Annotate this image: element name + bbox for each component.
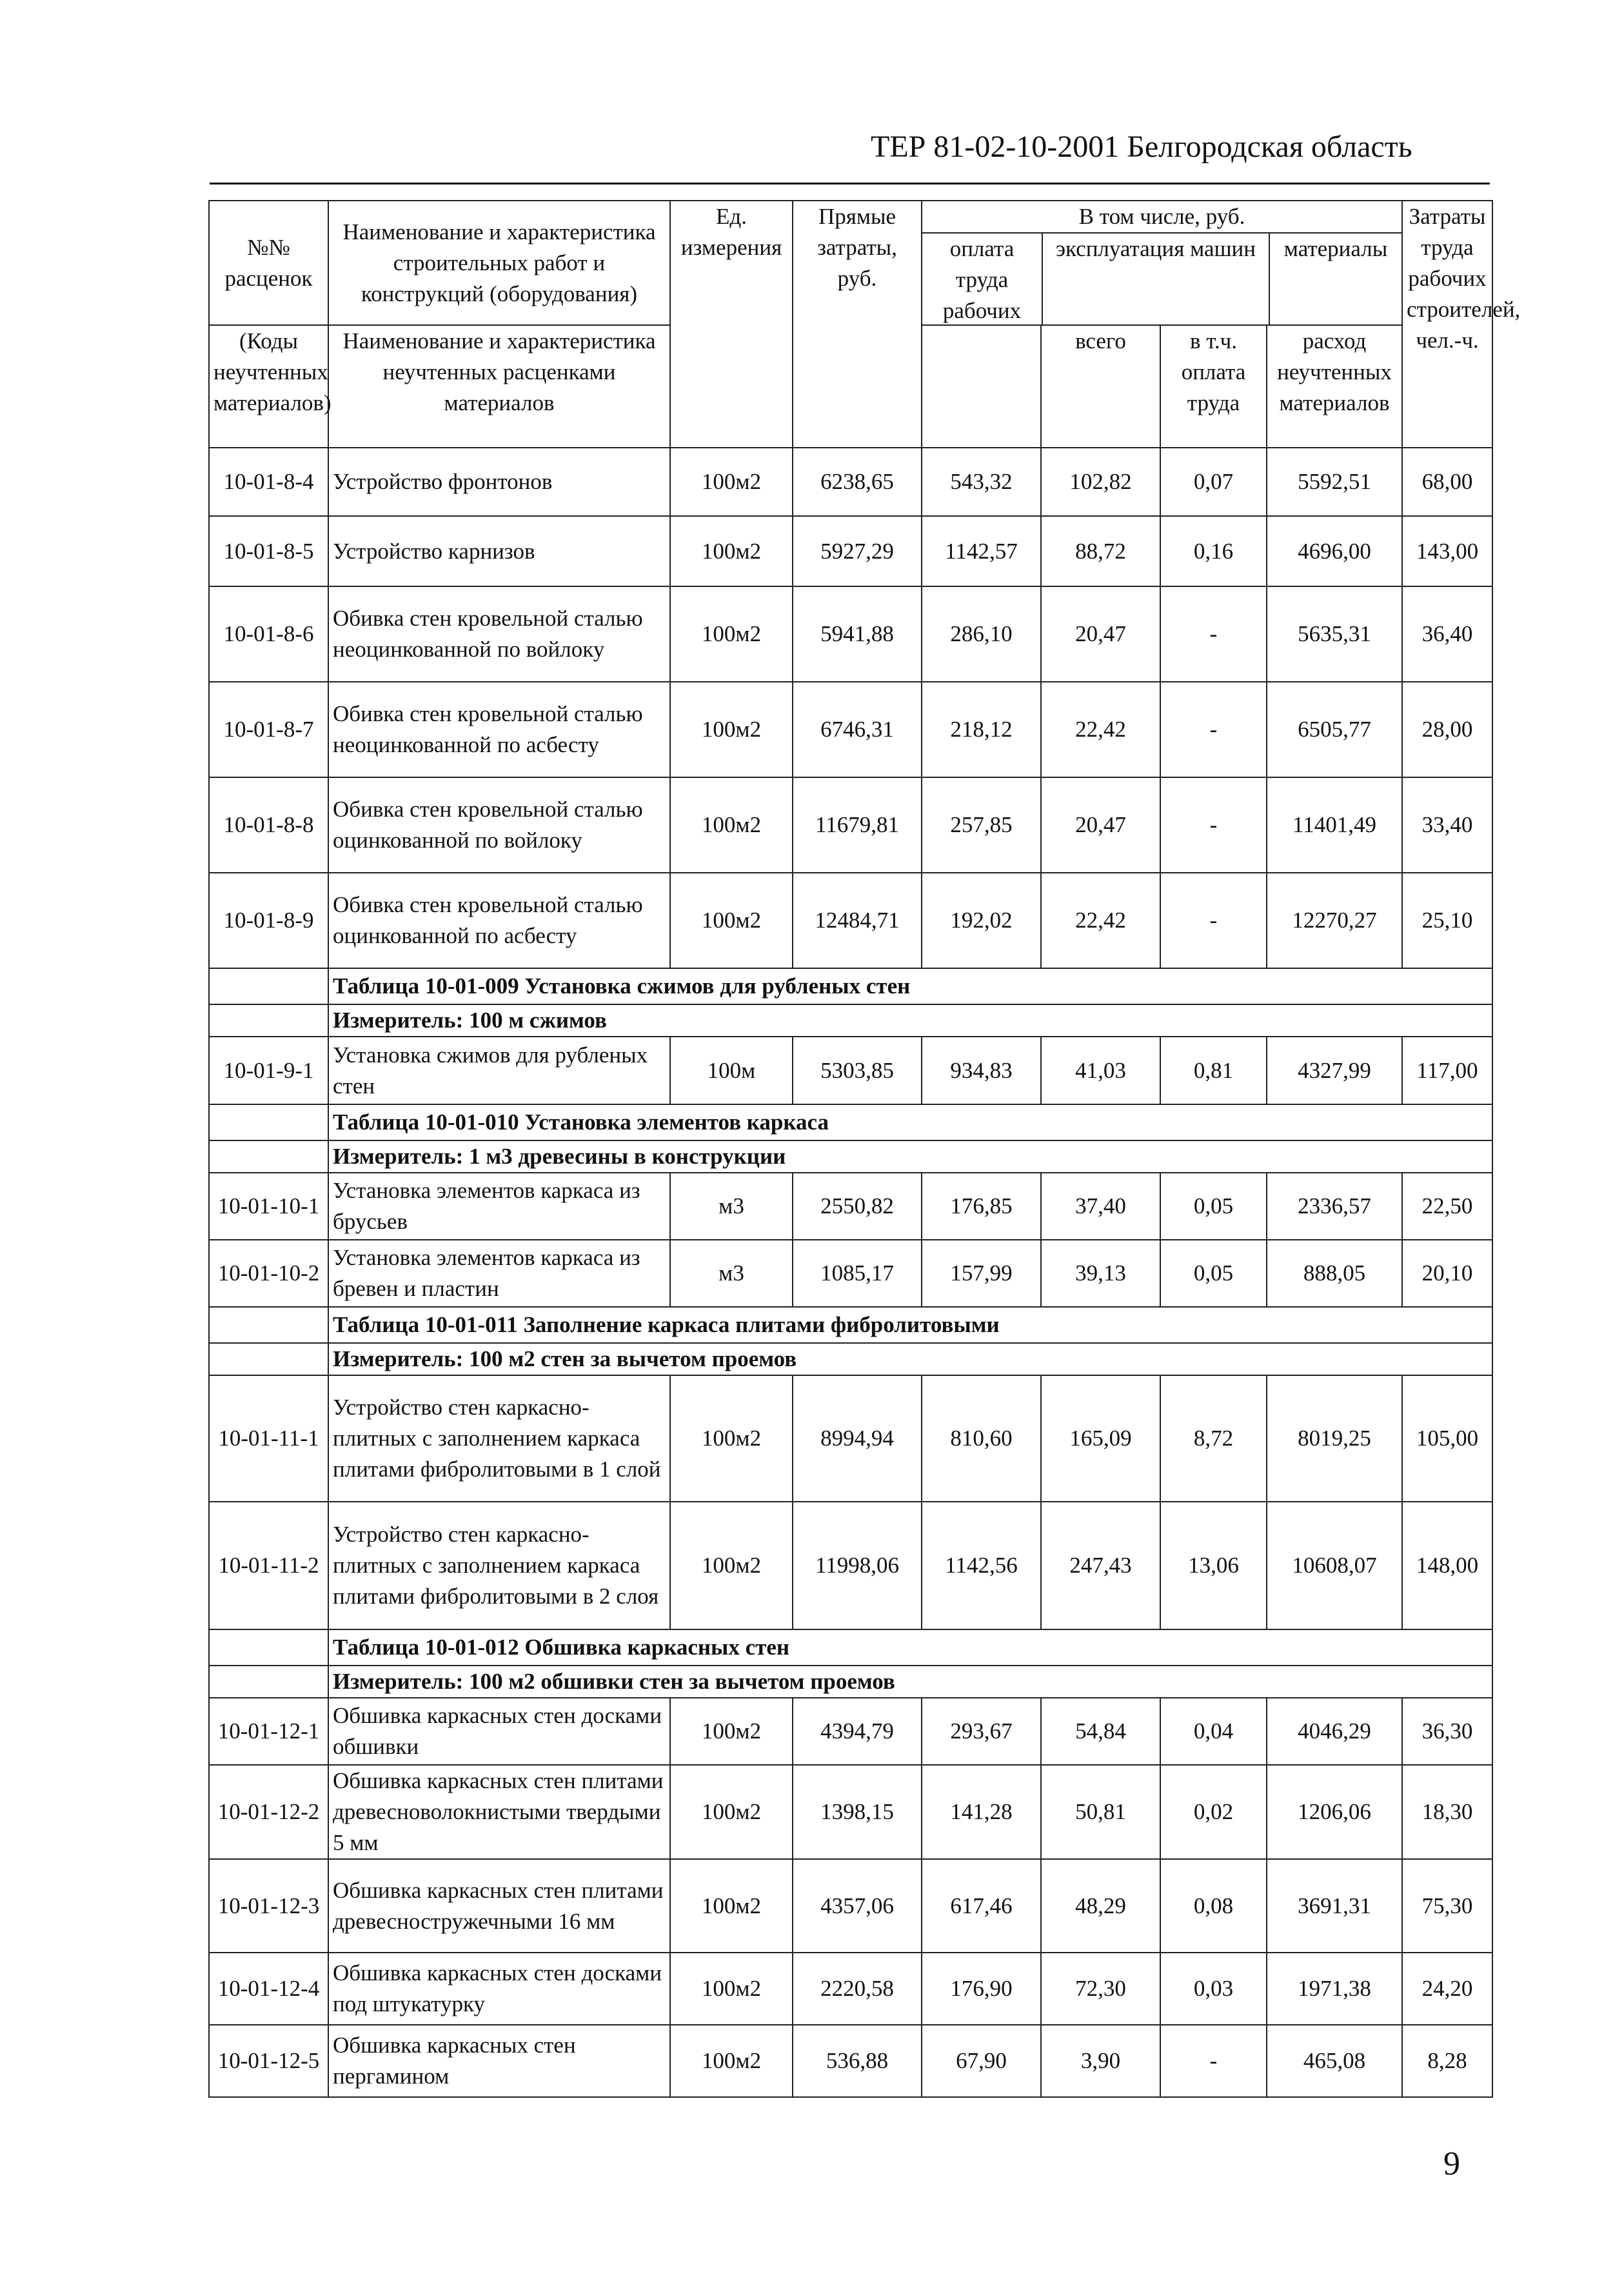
rate-direct-cost: 12484,71 bbox=[793, 873, 922, 968]
rate-materials: 11401,49 bbox=[1267, 777, 1402, 873]
table-row bbox=[209, 1375, 1492, 1502]
header-rule bbox=[210, 183, 1490, 184]
rate-direct-cost: 11998,06 bbox=[793, 1502, 922, 1629]
rate-direct-cost: 5303,85 bbox=[793, 1037, 922, 1104]
rate-name: Устройство фронтонов bbox=[328, 448, 670, 516]
col-header-mach-pay: в т.ч. оплата труда bbox=[1160, 325, 1267, 448]
section-title: Таблица 10-01-010 Установка элементов каркаса bbox=[328, 1104, 1492, 1140]
section-measure-spacer bbox=[209, 1666, 328, 1698]
rate-machine-total: 20,47 bbox=[1041, 586, 1160, 682]
rate-machine-total: 41,03 bbox=[1041, 1037, 1160, 1104]
section-title-spacer bbox=[209, 968, 328, 1004]
rate-labor-cost: 143,00 bbox=[1402, 516, 1492, 586]
table-row bbox=[209, 777, 1492, 873]
table-row bbox=[209, 1859, 1492, 1953]
rate-machine-total: 88,72 bbox=[1041, 516, 1160, 586]
rate-labor-pay: 934,83 bbox=[922, 1037, 1041, 1104]
rate-name: Обивка стен кровельной сталью оцинкованной по асбесту bbox=[328, 873, 670, 968]
rate-machine-pay: 0,16 bbox=[1160, 516, 1267, 586]
table-row bbox=[209, 586, 1492, 682]
section-measure: Измеритель: 1 м3 древесины в конструкции bbox=[328, 1140, 1492, 1173]
section-title-spacer bbox=[209, 1307, 328, 1343]
col-header-unit: Ед. измерения bbox=[670, 201, 793, 448]
rate-machine-pay: 0,05 bbox=[1160, 1240, 1267, 1307]
rate-labor-cost: 117,00 bbox=[1402, 1037, 1492, 1104]
rate-code: 10-01-8-9 bbox=[209, 873, 328, 968]
rate-labor-pay: 1142,56 bbox=[922, 1502, 1041, 1629]
rate-machine-pay: 8,72 bbox=[1160, 1375, 1267, 1502]
rate-code: 10-01-11-1 bbox=[209, 1375, 328, 1502]
rate-machine-pay: 13,06 bbox=[1160, 1502, 1267, 1629]
rate-code: 10-01-10-1 bbox=[209, 1173, 328, 1240]
page-number: 9 bbox=[1443, 2145, 1460, 2182]
rate-labor-cost: 68,00 bbox=[1402, 448, 1492, 516]
rate-direct-cost: 536,88 bbox=[793, 2025, 922, 2097]
section-title: Таблица 10-01-009 Установка сжимов для рубленых стен bbox=[328, 968, 1492, 1004]
section-title: Таблица 10-01-012 Обшивка каркасных стен bbox=[328, 1629, 1492, 1666]
rate-machine-total: 102,82 bbox=[1041, 448, 1160, 516]
rate-machine-total: 48,29 bbox=[1041, 1859, 1160, 1953]
rate-materials: 1971,38 bbox=[1267, 1953, 1402, 2025]
rate-direct-cost: 6746,31 bbox=[793, 682, 922, 777]
rate-code: 10-01-8-6 bbox=[209, 586, 328, 682]
rate-direct-cost: 1398,15 bbox=[793, 1765, 922, 1859]
rate-machine-pay: 0,05 bbox=[1160, 1173, 1267, 1240]
rate-labor-pay: 141,28 bbox=[922, 1765, 1041, 1859]
col-header-incl: В том числе, руб. bbox=[922, 201, 1401, 234]
rate-labor-pay: 257,85 bbox=[922, 777, 1041, 873]
rate-direct-cost: 2550,82 bbox=[793, 1173, 922, 1240]
rate-machine-pay: 0,04 bbox=[1160, 1698, 1267, 1765]
rate-materials: 4696,00 bbox=[1267, 516, 1402, 586]
rate-labor-cost: 28,00 bbox=[1402, 682, 1492, 777]
section-title-row bbox=[209, 968, 1492, 1004]
col-header-materials: материалы bbox=[1283, 236, 1388, 261]
col-header-machines: эксплуатация машин bbox=[1043, 234, 1270, 324]
rate-direct-cost: 4394,79 bbox=[793, 1698, 922, 1765]
rate-materials: 4327,99 bbox=[1267, 1037, 1402, 1104]
rate-labor-pay: 1142,57 bbox=[922, 516, 1041, 586]
rate-machine-pay: 0,02 bbox=[1160, 1765, 1267, 1859]
rate-labor-cost: 18,30 bbox=[1402, 1765, 1492, 1859]
rate-materials: 888,05 bbox=[1267, 1240, 1402, 1307]
rate-machine-pay: 0,07 bbox=[1160, 448, 1267, 516]
table-row bbox=[209, 2025, 1492, 2097]
table-row bbox=[209, 682, 1492, 777]
col-header-labor-pay: оплата труда рабочих bbox=[922, 234, 1043, 324]
table-row bbox=[209, 1173, 1492, 1240]
section-measure-spacer bbox=[209, 1140, 328, 1173]
section-measure-row bbox=[209, 1343, 1492, 1375]
rate-direct-cost: 2220,58 bbox=[793, 1953, 922, 2025]
section-measure-spacer bbox=[209, 1004, 328, 1037]
rate-labor-cost: 105,00 bbox=[1402, 1375, 1492, 1502]
section-title-spacer bbox=[209, 1104, 328, 1140]
section-title-row bbox=[209, 1307, 1492, 1343]
col-header-code: №№ расценок bbox=[209, 201, 328, 325]
section-measure: Измеритель: 100 м2 стен за вычетом проемов bbox=[328, 1343, 1492, 1375]
rate-machine-total: 3,90 bbox=[1041, 2025, 1160, 2097]
rate-unit: м3 bbox=[670, 1173, 793, 1240]
rate-direct-cost: 5927,29 bbox=[793, 516, 922, 586]
rate-name: Обивка стен кровельной сталью неоцинкованной по войлоку bbox=[328, 586, 670, 682]
rate-code: 10-01-8-4 bbox=[209, 448, 328, 516]
table-row bbox=[209, 1953, 1492, 2025]
section-title-spacer bbox=[209, 1629, 328, 1666]
table-row bbox=[209, 1698, 1492, 1765]
rate-name: Обшивка каркасных стен плитами древесноволокнистыми твердыми 5 мм bbox=[328, 1765, 670, 1859]
rate-materials: 4046,29 bbox=[1267, 1698, 1402, 1765]
section-measure-row bbox=[209, 1004, 1492, 1037]
rate-machine-total: 72,30 bbox=[1041, 1953, 1160, 2025]
rate-machine-total: 22,42 bbox=[1041, 873, 1160, 968]
rate-labor-pay: 543,32 bbox=[922, 448, 1041, 516]
rate-name: Установка элементов каркаса из бревен и пластин bbox=[328, 1240, 670, 1307]
rate-name: Обивка стен кровельной сталью оцинкованной по войлоку bbox=[328, 777, 670, 873]
section-measure-row bbox=[209, 1140, 1492, 1173]
rate-machine-total: 20,47 bbox=[1041, 777, 1160, 873]
rate-direct-cost: 11679,81 bbox=[793, 777, 922, 873]
rate-code: 10-01-10-2 bbox=[209, 1240, 328, 1307]
rate-materials: 2336,57 bbox=[1267, 1173, 1402, 1240]
rate-name: Обшивка каркасных стен плитами древесностружечными 16 мм bbox=[328, 1859, 670, 1953]
rate-machine-total: 37,40 bbox=[1041, 1173, 1160, 1240]
rate-code: 10-01-8-8 bbox=[209, 777, 328, 873]
rate-name: Установка элементов каркаса из брусьев bbox=[328, 1173, 670, 1240]
page-header-title: ТЕР 81-02-10-2001 Белгородская область bbox=[871, 130, 1412, 164]
rate-machine-pay: - bbox=[1160, 682, 1267, 777]
rate-materials: 8019,25 bbox=[1267, 1375, 1402, 1502]
rate-name: Обшивка каркасных стен пергамином bbox=[328, 2025, 670, 2097]
col-header-name: Наименование и характеристика строительных работ и конструкций (оборудования) bbox=[328, 201, 670, 325]
rate-machine-pay: 0,08 bbox=[1160, 1859, 1267, 1953]
rate-unit: 100м2 bbox=[670, 516, 793, 586]
rate-labor-cost: 36,30 bbox=[1402, 1698, 1492, 1765]
rate-labor-cost: 148,00 bbox=[1402, 1502, 1492, 1629]
rate-labor-pay: 293,67 bbox=[922, 1698, 1041, 1765]
rate-machine-total: 54,84 bbox=[1041, 1698, 1160, 1765]
rates-table bbox=[208, 200, 1521, 2098]
rate-unit: 100м2 bbox=[670, 1859, 793, 1953]
section-title: Таблица 10-01-011 Заполнение каркаса плитами фибролитовыми bbox=[328, 1307, 1492, 1343]
rate-direct-cost: 4357,06 bbox=[793, 1859, 922, 1953]
rate-unit: 100м2 bbox=[670, 1698, 793, 1765]
rate-name: Установка сжимов для рубленых стен bbox=[328, 1037, 670, 1104]
table-row bbox=[209, 1240, 1492, 1307]
rate-labor-cost: 33,40 bbox=[1402, 777, 1492, 873]
rate-labor-pay: 810,60 bbox=[922, 1375, 1041, 1502]
rate-labor-cost: 20,10 bbox=[1402, 1240, 1492, 1307]
section-title-row bbox=[209, 1629, 1492, 1666]
col-header-name-unaccounted: Наименование и характеристика неучтенных расценками материалов bbox=[328, 325, 670, 448]
rate-machine-total: 50,81 bbox=[1041, 1765, 1160, 1859]
rate-name: Устройство стен каркасно-плитных с заполнением каркаса плитами фибролитовыми в 1 слой bbox=[328, 1375, 670, 1502]
rate-code: 10-01-12-5 bbox=[209, 2025, 328, 2097]
rate-direct-cost: 5941,88 bbox=[793, 586, 922, 682]
rate-unit: 100м2 bbox=[670, 777, 793, 873]
rate-labor-pay: 67,90 bbox=[922, 2025, 1041, 2097]
rate-labor-cost: 8,28 bbox=[1402, 2025, 1492, 2097]
rate-labor-cost: 25,10 bbox=[1402, 873, 1492, 968]
section-title-row bbox=[209, 1104, 1492, 1140]
rate-name: Обивка стен кровельной сталью неоцинкованной по асбесту bbox=[328, 682, 670, 777]
rate-code: 10-01-11-2 bbox=[209, 1502, 328, 1629]
rate-code: 10-01-8-7 bbox=[209, 682, 328, 777]
section-measure: Измеритель: 100 м сжимов bbox=[328, 1004, 1492, 1037]
rate-direct-cost: 1085,17 bbox=[793, 1240, 922, 1307]
section-measure: Измеритель: 100 м2 обшивки стен за вычетом проемов bbox=[328, 1666, 1492, 1698]
rate-name: Устройство стен каркасно-плитных с заполнением каркаса плитами фибролитовыми в 2 слоя bbox=[328, 1502, 670, 1629]
rate-labor-cost: 24,20 bbox=[1402, 1953, 1492, 2025]
rate-unit: 100м2 bbox=[670, 1375, 793, 1502]
section-measure-spacer bbox=[209, 1343, 328, 1375]
rate-name: Устройство карнизов bbox=[328, 516, 670, 586]
rate-name: Обшивка каркасных стен досками под штукатурку bbox=[328, 1953, 670, 2025]
rate-machine-total: 39,13 bbox=[1041, 1240, 1160, 1307]
rate-labor-cost: 36,40 bbox=[1402, 586, 1492, 682]
rate-machine-total: 22,42 bbox=[1041, 682, 1160, 777]
rate-labor-pay: 176,85 bbox=[922, 1173, 1041, 1240]
rate-machine-pay: - bbox=[1160, 2025, 1267, 2097]
table-row bbox=[209, 516, 1492, 586]
rate-materials: 1206,06 bbox=[1267, 1765, 1402, 1859]
table-row bbox=[209, 1765, 1492, 1859]
rate-unit: 100м2 bbox=[670, 1502, 793, 1629]
rate-labor-pay: 176,90 bbox=[922, 1953, 1041, 2025]
rate-labor-cost: 75,30 bbox=[1402, 1859, 1492, 1953]
rate-labor-pay: 617,46 bbox=[922, 1859, 1041, 1953]
rate-unit: 100м2 bbox=[670, 1953, 793, 2025]
rate-labor-pay: 157,99 bbox=[922, 1240, 1041, 1307]
table-row bbox=[209, 448, 1492, 516]
rate-materials: 3691,31 bbox=[1267, 1859, 1402, 1953]
rate-machine-pay: - bbox=[1160, 777, 1267, 873]
rate-unit: 100м2 bbox=[670, 2025, 793, 2097]
section-measure-row bbox=[209, 1666, 1492, 1698]
col-header-labor-cost: Затраты труда рабочих строителей, чел.-ч. bbox=[1402, 201, 1492, 448]
table-row bbox=[209, 1037, 1492, 1104]
col-header-code-unaccounted: (Коды неучтенных материалов) bbox=[209, 325, 328, 448]
rate-materials: 5592,51 bbox=[1267, 448, 1402, 516]
rate-labor-cost: 22,50 bbox=[1402, 1173, 1492, 1240]
rate-unit: м3 bbox=[670, 1240, 793, 1307]
col-header-mach-total: всего bbox=[1041, 325, 1160, 448]
rate-code: 10-01-9-1 bbox=[209, 1037, 328, 1104]
rate-code: 10-01-12-3 bbox=[209, 1859, 328, 1953]
table-row bbox=[209, 1502, 1492, 1629]
rate-machine-total: 165,09 bbox=[1041, 1375, 1160, 1502]
rate-materials: 5635,31 bbox=[1267, 586, 1402, 682]
rate-code: 10-01-12-1 bbox=[209, 1698, 328, 1765]
rate-labor-pay: 192,02 bbox=[922, 873, 1041, 968]
rate-machine-pay: 0,03 bbox=[1160, 1953, 1267, 2025]
table-row bbox=[209, 873, 1492, 968]
rate-machine-pay: - bbox=[1160, 586, 1267, 682]
rate-unit: 100м2 bbox=[670, 586, 793, 682]
rate-unit: 100м2 bbox=[670, 1765, 793, 1859]
rate-machine-pay: 0,81 bbox=[1160, 1037, 1267, 1104]
rate-unit: 100м2 bbox=[670, 682, 793, 777]
rate-materials: 10608,07 bbox=[1267, 1502, 1402, 1629]
rate-unit: 100м2 bbox=[670, 873, 793, 968]
rate-unit: 100м bbox=[670, 1037, 793, 1104]
col-header-direct: Прямые затраты, руб. bbox=[793, 201, 922, 448]
rate-materials: 465,08 bbox=[1267, 2025, 1402, 2097]
rate-materials: 6505,77 bbox=[1267, 682, 1402, 777]
rate-direct-cost: 8994,94 bbox=[793, 1375, 922, 1502]
rate-machine-pay: - bbox=[1160, 873, 1267, 968]
rate-code: 10-01-12-4 bbox=[209, 1953, 328, 2025]
rate-code: 10-01-12-2 bbox=[209, 1765, 328, 1859]
rate-direct-cost: 6238,65 bbox=[793, 448, 922, 516]
rate-labor-pay: 286,10 bbox=[922, 586, 1041, 682]
rate-name: Обшивка каркасных стен досками обшивки bbox=[328, 1698, 670, 1765]
rate-code: 10-01-8-5 bbox=[209, 516, 328, 586]
rate-machine-total: 247,43 bbox=[1041, 1502, 1160, 1629]
rate-labor-pay: 218,12 bbox=[922, 682, 1041, 777]
col-header-mat-unaccounted: расход неучтенных материалов bbox=[1267, 325, 1402, 448]
rate-materials: 12270,27 bbox=[1267, 873, 1402, 968]
rate-unit: 100м2 bbox=[670, 448, 793, 516]
